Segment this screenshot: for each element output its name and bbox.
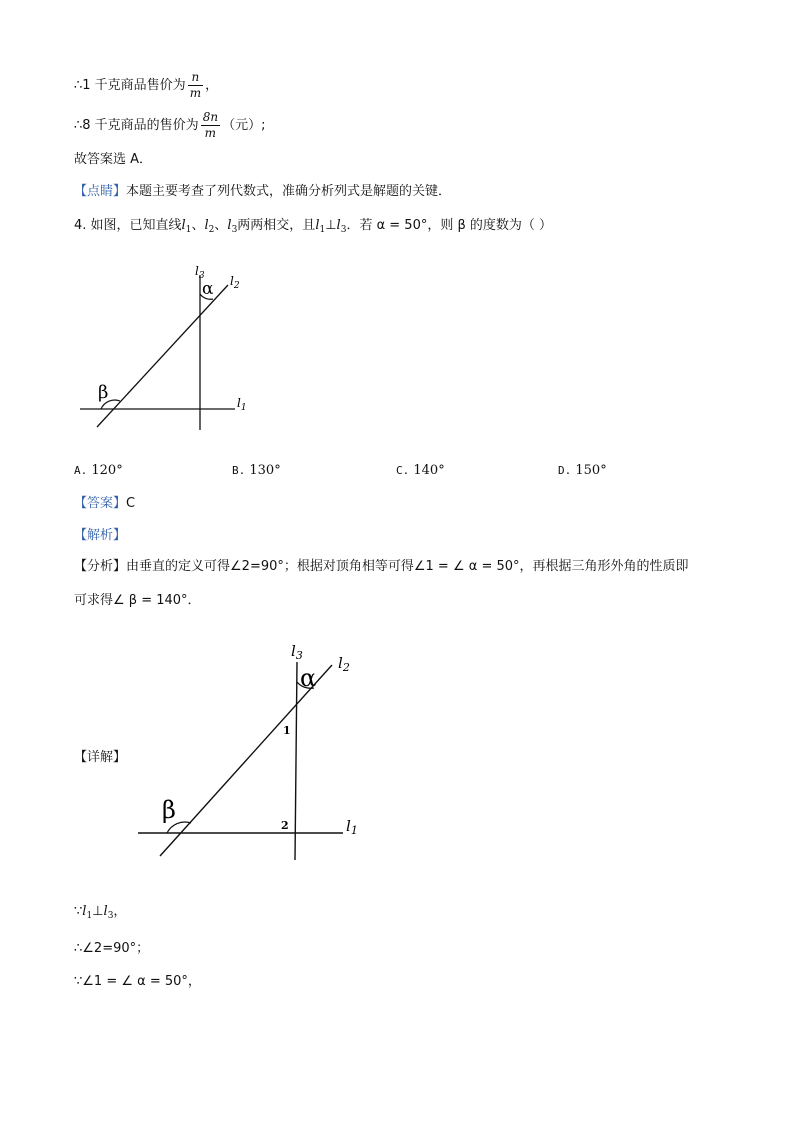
comment-line [74, 182, 451, 202]
answer-choice-line: 故答案选 A． [74, 152, 153, 167]
l1-label: $l_1$ [237, 396, 247, 413]
l3-symbol: $l_3$ [227, 218, 238, 235]
analysis-tag: 【解析】 [74, 528, 127, 543]
l1-label: $l_1$ [346, 817, 358, 837]
alpha-label: α [300, 664, 317, 692]
option-b[interactable]: B. 130° [232, 463, 281, 478]
l3-label: $l_3$ [291, 642, 303, 662]
option-a[interactable]: A. 120° [74, 463, 123, 478]
comment-tag: 【点睛】 [74, 184, 127, 199]
question-4: 4. 如图，已知直线$l_1$、$l_2$、$l_3$两两相交，且$l_1\perp l_3$．若 α = 50°，则 β 的度数为（ ） [74, 218, 553, 235]
unit-price-text: ∴1 千克商品售价为 [74, 78, 186, 93]
l3-label: $l_3$ [195, 264, 205, 281]
line-l2 [160, 665, 332, 856]
answer-value: C [126, 496, 136, 511]
line-eight-kg-price: ∴8 千克商品的售价为 $\frac{8n}{m}$ （元）; [74, 110, 266, 140]
answer-line [74, 494, 135, 514]
option-c[interactable]: C. 140° [396, 463, 445, 478]
angle-1-label: 1 [283, 724, 291, 737]
alpha-label: α [202, 279, 214, 299]
step-2: ∴∠2=90°； [74, 941, 150, 956]
detail-tag: 【详解】 [74, 750, 127, 765]
l2-label: $l_2$ [230, 274, 240, 291]
solution-figure [130, 638, 375, 868]
angle-2-label: 2 [281, 819, 289, 832]
fraction-8n-over-m: $\frac{8n}{m}$ [202, 110, 219, 140]
step-1: $\because l_1\perp l_3$， [74, 904, 127, 921]
question-figure [70, 255, 270, 440]
l2-label: $l_2$ [338, 654, 350, 674]
line-l3 [295, 662, 297, 860]
comment-text: 本题主要考查了列代数式，准确分析列式是解题的关键． [126, 184, 452, 199]
fraction-n-over-m: $\frac{n}{m}$ [189, 70, 202, 100]
beta-label: β [162, 796, 176, 824]
beta-label: β [98, 382, 109, 403]
eight-kg-text: ∴8 千克商品的售价为 [74, 118, 199, 133]
analysis-line-2: 可求得∠ β = 140°． [74, 593, 201, 608]
line-l2 [97, 285, 228, 427]
line-unit-price: ∴1 千克商品售价为 $\frac{n}{m}$ ， [74, 70, 219, 100]
step-3: ∵∠1 = ∠ α = 50°， [74, 974, 201, 989]
analysis-line-1: 【分析】由垂直的定义可得∠2=90°；根据对顶角相等可得∠1 = ∠ α = 50°，再根据三角形外角的性质即 [74, 559, 689, 574]
option-d[interactable]: D. 150° [558, 463, 607, 478]
l2-symbol: $l_2$ [204, 218, 215, 235]
answer-tag: 【答案】 [74, 496, 127, 511]
l1-symbol: $l_1$ [181, 218, 192, 235]
